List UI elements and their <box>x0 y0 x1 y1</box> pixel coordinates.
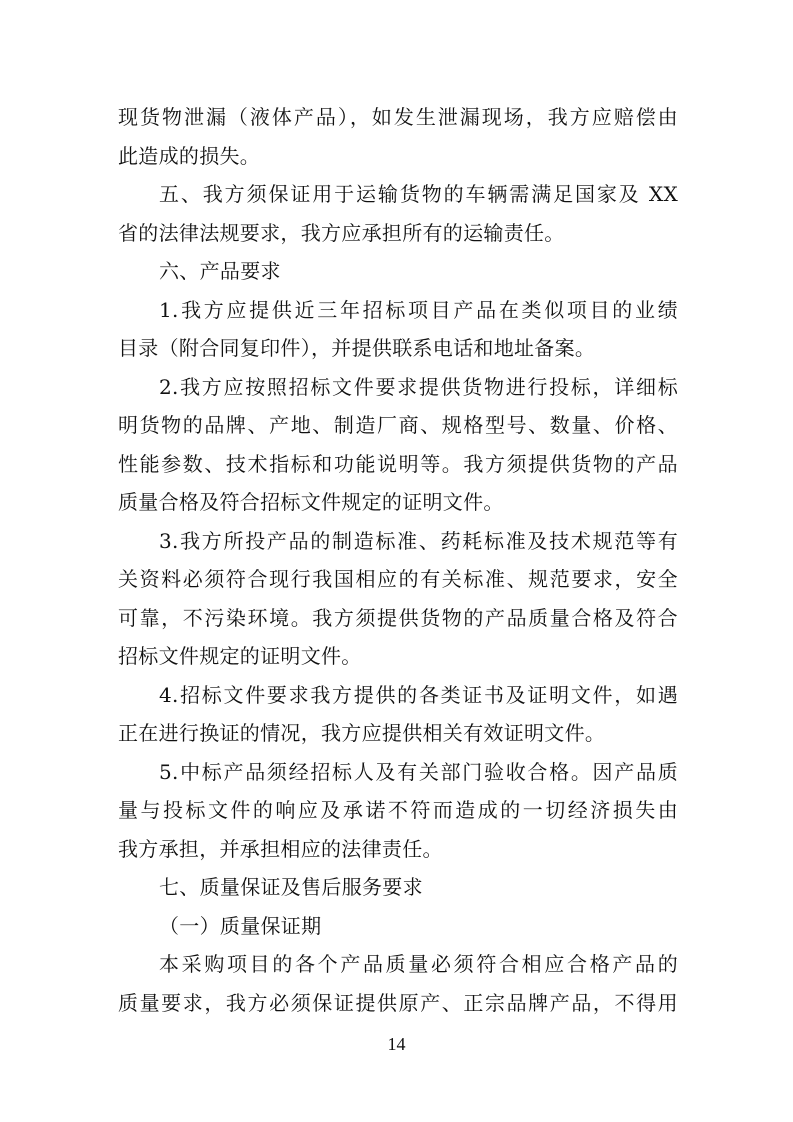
text-line: 性能参数、技术指标和功能说明等。我方须提供货物的产品 <box>118 451 678 476</box>
text-line: 可靠，不污染环境。我方须提供货物的产品质量合格及符合 <box>118 605 678 630</box>
text-line: 质量合格及符合招标文件规定的证明文件。 <box>118 490 504 514</box>
text-line: 正在进行换证的情况，我方应提供相关有效证明文件。 <box>118 721 606 745</box>
section-five-line: 五、我方须保证用于运输货物的车辆需满足国家及 XX <box>159 182 678 206</box>
text-line: 此造成的损失。 <box>118 143 261 168</box>
text-line: 关资料必须符合现行我国相应的有关标准、规范要求，安全 <box>118 567 678 591</box>
section-seven-heading: 七、质量保证及售后服务要求 <box>159 875 423 899</box>
item-4-line: 4.招标文件要求我方提供的各类证书及证明文件，如遇 <box>159 682 678 707</box>
section-six-heading: 六、产品要求 <box>159 259 281 283</box>
item-5-line: 5.中标产品须经招标人及有关部门验收合格。因产品质 <box>159 759 678 784</box>
text-line: 量与投标文件的响应及承诺不符而造成的一切经济损失由 <box>118 798 678 822</box>
text-line: 明货物的品牌、产地、制造厂商、规格型号、数量、价格、 <box>118 413 678 437</box>
text-line: 我方承担，并承担相应的法律责任。 <box>118 836 443 861</box>
text-line: 招标文件规定的证明文件。 <box>118 644 362 668</box>
page-number: 14 <box>387 1034 406 1054</box>
item-1-line: 1.我方应提供近三年招标项目产品在类似项目的业绩 <box>159 297 678 322</box>
body-text <box>118 98 678 1022</box>
subsection-heading: （一）质量保证期 <box>159 913 322 938</box>
text-line: 质量要求，我方必须保证提供原产、正宗品牌产品，不得用 <box>118 990 678 1015</box>
text-line: 现货物泄漏（液体产品），如发生泄漏现场，我方应赔偿由 <box>118 105 678 129</box>
item-2-line: 2.我方应按照招标文件要求提供货物进行投标，详细标 <box>159 374 678 399</box>
text-line: 省的法律法规要求，我方应承担所有的运输责任。 <box>118 220 565 245</box>
text-line: 本采购项目的各个产品质量必须符合相应合格产品的 <box>159 952 678 976</box>
item-3-line: 3.我方所投产品的制造标准、药耗标准及技术规范等有 <box>159 528 678 553</box>
text-line: 目录（附合同复印件），并提供联系电话和地址备案。 <box>118 336 596 360</box>
